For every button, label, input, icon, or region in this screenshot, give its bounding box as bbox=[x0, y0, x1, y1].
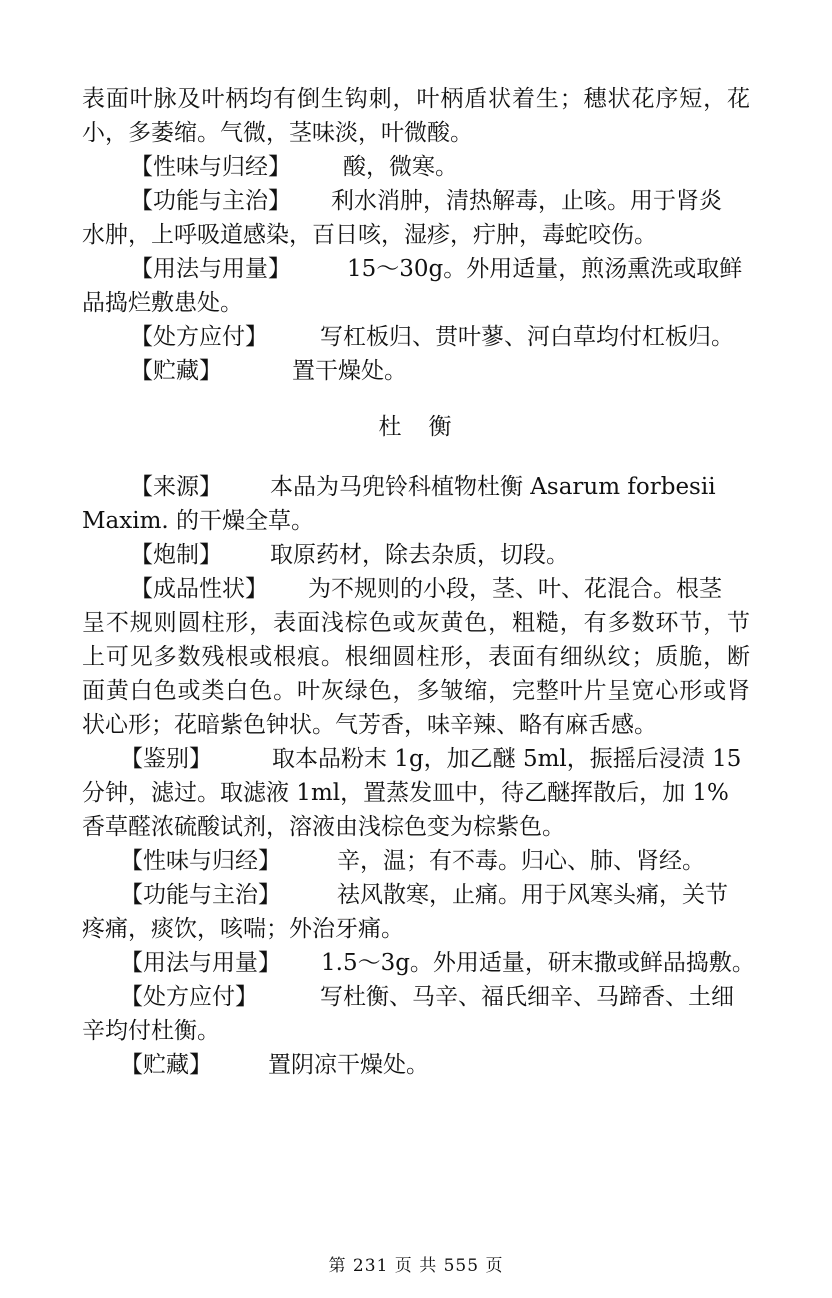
entry-label: 【处方应付】 bbox=[120, 984, 258, 1010]
entry-text: 取原药材，除去杂质，切段。 bbox=[270, 542, 569, 568]
entry-text: 写杜衡、马辛、福氏细辛、马蹄香、土细 bbox=[320, 984, 734, 1010]
entry-zhucang-2 bbox=[82, 1048, 750, 1082]
entry-laiyuan bbox=[82, 470, 750, 504]
body-line: 香草醛浓硫酸试剂，溶液由浅棕色变为棕紫色。 bbox=[82, 814, 565, 840]
entry-chufang-2 bbox=[82, 980, 750, 1014]
entry-text: 取本品粉末 1g，加乙醚 5ml，振摇后浸渍 15 bbox=[272, 746, 742, 772]
entry-text: 酸，微寒。 bbox=[343, 154, 458, 180]
entry-xingwei-2 bbox=[82, 844, 750, 878]
body-line: 水肿，上呼吸道感染，百日咳，湿疹，疔肿，毒蛇咬伤。 bbox=[82, 222, 657, 248]
entry-text: 本品为马兜铃科植物杜衡 Asarum forbesii bbox=[270, 474, 716, 500]
entry-xingzhuang bbox=[82, 572, 750, 606]
entry-text: 1.5～3g。外用适量，研末撒或鲜品捣敷。 bbox=[321, 950, 755, 976]
entry-yongfa bbox=[82, 252, 750, 286]
body-line: 呈不规则圆柱形，表面浅棕色或灰黄色，粗糙，有多数环节，节 bbox=[82, 610, 750, 636]
body-line: 品捣烂敷患处。 bbox=[82, 290, 243, 316]
entry-label: 【鉴别】 bbox=[120, 746, 212, 772]
entry-label: 【功能与主治】 bbox=[120, 882, 281, 908]
entry-label: 【贮藏】 bbox=[130, 358, 222, 384]
body-line: 上可见多数残根或根痕。根细圆柱形，表面有细纵纹；质脆，断 bbox=[82, 644, 750, 670]
entry-label: 【贮藏】 bbox=[120, 1052, 212, 1078]
entry-text: 15～30g。外用适量，煎汤熏洗或取鲜 bbox=[347, 256, 743, 282]
body-line: 表面叶脉及叶柄均有倒生钩刺，叶柄盾状着生；穗状花序短，花 bbox=[82, 86, 750, 112]
entry-text: 祛风散寒，止痛。用于风寒头痛，关节 bbox=[337, 882, 728, 908]
entry-label: 【用法与用量】 bbox=[120, 950, 281, 976]
entry-label: 【成品性状】 bbox=[130, 576, 268, 602]
entry-paozhi bbox=[82, 538, 750, 572]
entry-yongfa-2 bbox=[82, 946, 755, 980]
entry-label: 【性味与归经】 bbox=[130, 154, 291, 180]
body-line: 辛均付杜衡。 bbox=[82, 1018, 220, 1044]
entry-text: 置干燥处。 bbox=[292, 358, 407, 384]
body-line: 面黄白色或类白色。叶灰绿色，多皱缩，完整叶片呈宽心形或肾 bbox=[82, 678, 750, 704]
body-line: 分钟，滤过。取滤液 1ml，置蒸发皿中，待乙醚挥散后，加 1% bbox=[82, 780, 729, 806]
section-title: 杜 衡 bbox=[378, 414, 454, 440]
entry-jianbie bbox=[82, 742, 750, 776]
body-line: 状心形；花暗紫色钟状。气芳香，味辛辣、略有麻舌感。 bbox=[82, 712, 657, 738]
document-page bbox=[82, 82, 755, 1082]
entry-gongneng bbox=[82, 184, 750, 218]
entry-text: 写杠板归、贯叶蓼、河白草均付杠板归。 bbox=[320, 324, 734, 350]
entry-text: 置阴凉干燥处。 bbox=[268, 1052, 429, 1078]
entry-label: 【用法与用量】 bbox=[130, 256, 291, 282]
entry-text: 利水消肿，清热解毒，止咳。用于肾炎 bbox=[331, 188, 722, 214]
entry-label: 【功能与主治】 bbox=[130, 188, 291, 214]
body-line: Maxim. 的干燥全草。 bbox=[82, 508, 315, 534]
entry-label: 【性味与归经】 bbox=[120, 848, 281, 874]
entry-gongneng-2 bbox=[82, 878, 750, 912]
entry-text: 辛，温；有不毒。归心、肺、肾经。 bbox=[337, 848, 705, 874]
entry-chufang bbox=[82, 320, 750, 354]
entry-zhucang bbox=[82, 354, 750, 388]
body-line: 小，多萎缩。气微，茎味淡，叶微酸。 bbox=[82, 120, 473, 146]
entry-text: 为不规则的小段，茎、叶、花混合。根茎 bbox=[308, 576, 722, 602]
page-footer: 第 231 页 共 555 页 bbox=[328, 1256, 504, 1276]
entry-label: 【来源】 bbox=[130, 474, 222, 500]
entry-label: 【炮制】 bbox=[130, 542, 222, 568]
body-line: 疼痛，痰饮，咳喘；外治牙痛。 bbox=[82, 916, 404, 942]
entry-xingwei bbox=[82, 150, 750, 184]
entry-label: 【处方应付】 bbox=[130, 324, 268, 350]
